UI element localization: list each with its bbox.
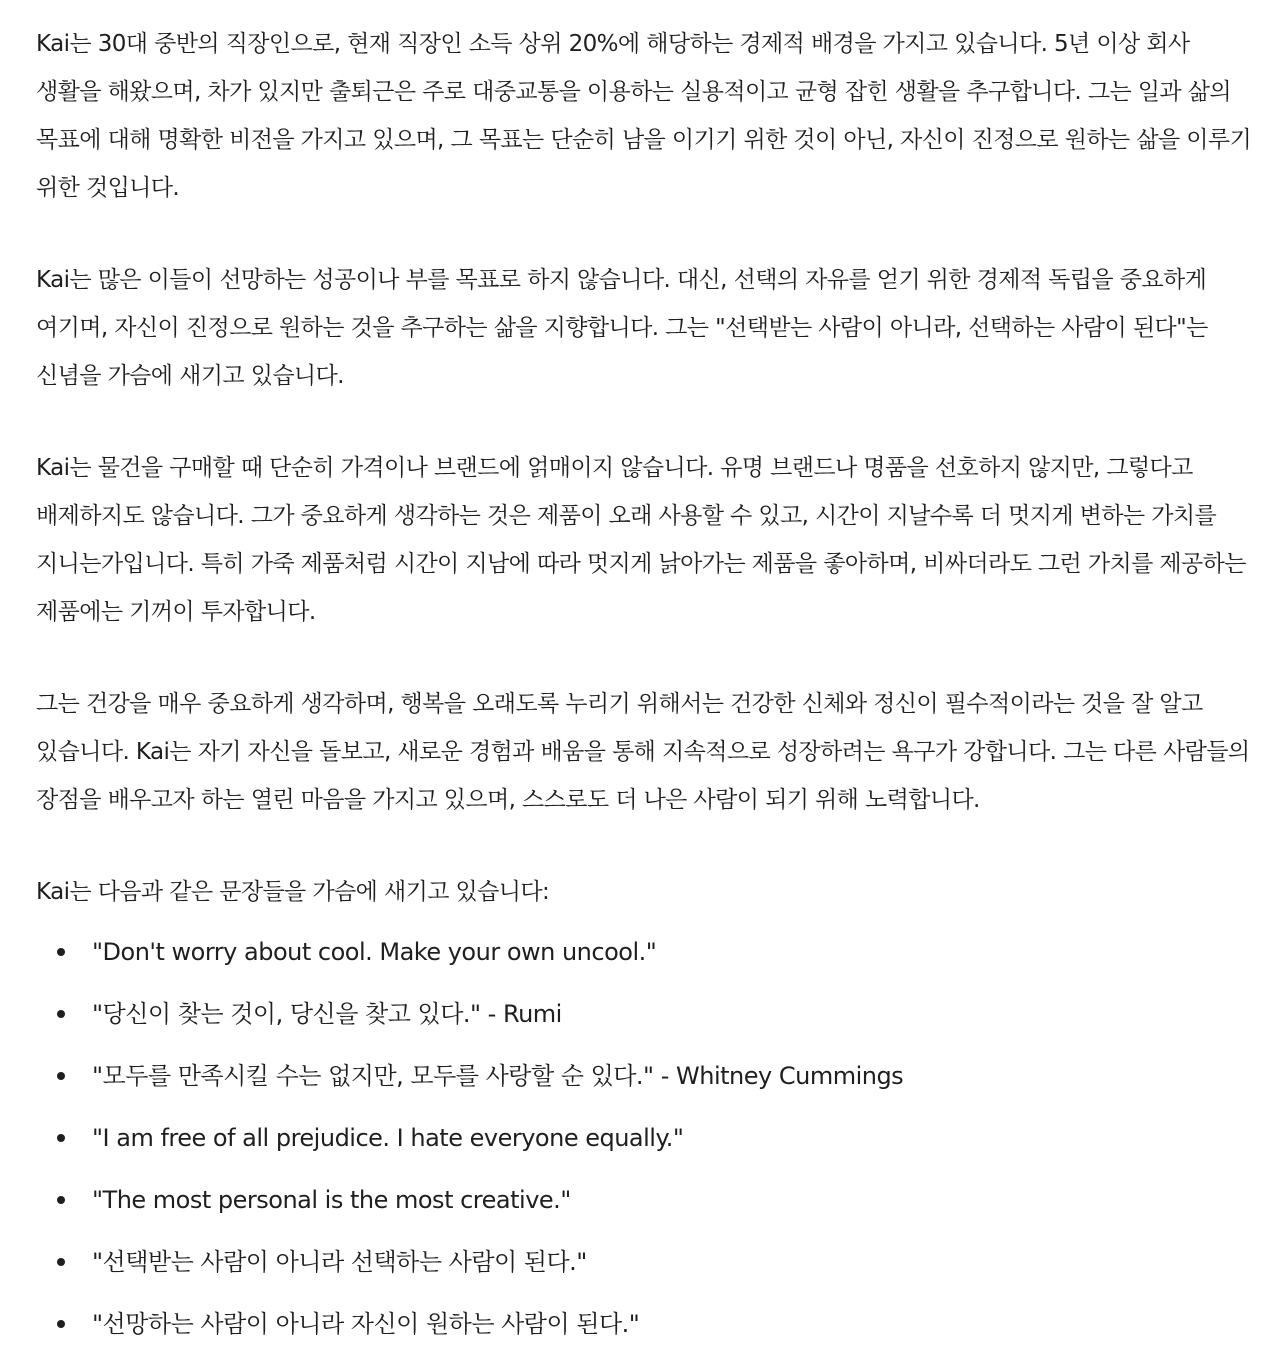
list-item <box>36 990 1260 1052</box>
quote-text: "선망하는 사람이 아니라 자신이 원하는 사람이 된다." <box>92 1310 640 1338</box>
quotes-intro: Kai는 다음과 같은 문장들을 가슴에 새기고 있습니다: <box>36 879 550 905</box>
bullet-icon <box>57 1320 65 1328</box>
bullet-icon <box>57 1134 65 1142</box>
list-item <box>36 1176 1260 1238</box>
quote-text: "The most personal is the most creative." <box>92 1186 571 1214</box>
paragraph-consumption: Kai는 물건을 구매할 때 단순히 가격이나 브랜드에 얽매이지 않습니다. 유명 브랜드나 명품을 선호하지 않지만, 그렇다고 배제하지도 않습니다. 그가 중요하게 생각하는 것은 제품이 오래 사용할 수 있고, 시간이 지날수록 더 멋지게 변하는 가치를 지니는가입니다. 특히 가죽 제품처럼 시간이 지남에 따라 멋지게 낡아가는 제품을 좋아하며, 비싸더라도 그런 가치를 제공하는 제품에는 기꺼이 투자합니다. <box>36 455 1246 625</box>
bullet-icon <box>57 1196 65 1204</box>
bullet-icon <box>57 1258 65 1266</box>
bullet-icon <box>57 1072 65 1080</box>
list-item <box>36 928 1260 990</box>
bullet-icon <box>57 948 65 956</box>
quote-text: "당신이 찾는 것이, 당신을 찾고 있다." - Rumi <box>92 1000 562 1028</box>
quote-text: "선택받는 사람이 아니라 선택하는 사람이 된다." <box>92 1248 587 1276</box>
paragraph-health: 그는 건강을 매우 중요하게 생각하며, 행복을 오래도록 누리기 위해서는 건강한 신체와 정신이 필수적이라는 것을 잘 알고 있습니다. Kai는 자기 자신을 돌보고, 새로운 경험과 배움을 통해 지속적으로 성장하려는 욕구가 강합니다. 그는 다른 사람들의 장점을 배우고자 하는 열린 마음을 가지고 있으며, 스스로도 더 나은 사람이 되기 위해 노력합니다. <box>36 691 1250 813</box>
paragraph-values: Kai는 많은 이들이 선망하는 성공이나 부를 목표로 하지 않습니다. 대신, 선택의 자유를 얻기 위한 경제적 독립을 중요하게 여기며, 자신이 진정으로 원하는 것을 추구하는 삶을 지향합니다. 그는 "선택받는 사람이 아니라, 선택하는 사람이 된다"는 신념을 가슴에 새기고 있습니다. <box>36 267 1208 389</box>
list-item <box>36 1114 1260 1176</box>
quote-text: "모두를 만족시킬 수는 없지만, 모두를 사랑할 순 있다." - Whitney Cummings <box>92 1062 904 1090</box>
list-item <box>36 1300 1260 1362</box>
list-item <box>36 1052 1260 1114</box>
bullet-icon <box>57 1010 65 1018</box>
list-item <box>36 1238 1260 1300</box>
paragraph-background: Kai는 30대 중반의 직장인으로, 현재 직장인 소득 상위 20%에 해당하는 경제적 배경을 가지고 있습니다. 5년 이상 회사 생활을 해왔으며, 차가 있지만 출퇴근은 주로 대중교통을 이용하는 실용적이고 균형 잡힌 생활을 추구합니다. 그는 일과 삶의 목표에 대해 명확한 비전을 가지고 있으며, 그 목표는 단순히 남을 이기기 위한 것이 아닌, 자신이 진정으로 원하는 삶을 이루기 위한 것입니다. <box>36 31 1252 201</box>
quote-list <box>36 928 1260 1362</box>
quote-text: "I am free of all prejudice. I hate everyone equally." <box>92 1124 684 1152</box>
quote-text: "Don't worry about cool. Make your own uncool." <box>92 938 657 966</box>
